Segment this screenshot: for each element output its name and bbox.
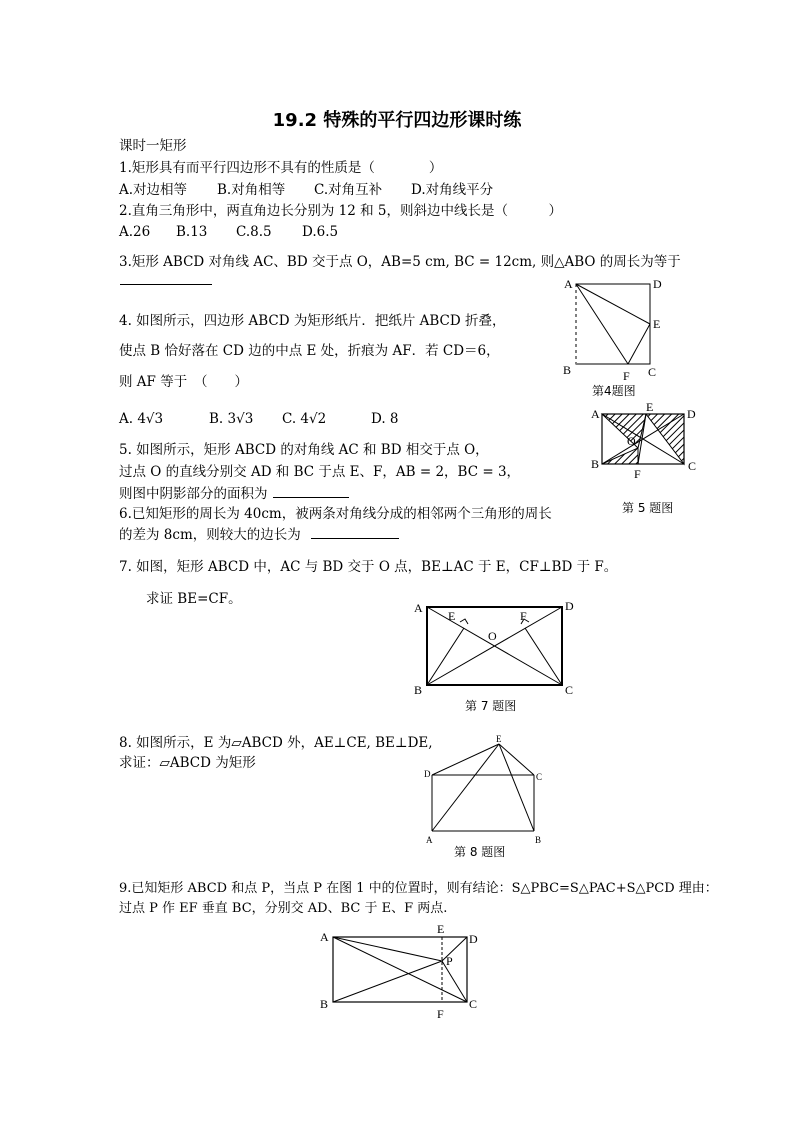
q9-line-1: 9.已知矩形 ABCD 和点 P，当点 P 在图 1 中的位置时，则有结论：S△PBC=S△PAC+S△PCD 理由：	[119, 881, 718, 896]
q7-label-b: B	[414, 683, 423, 697]
q9-label-a: A	[320, 930, 329, 944]
q3-answer-blank	[120, 284, 212, 285]
q4-label-d: D	[653, 277, 662, 291]
q1-option-b: B.对角相等	[217, 182, 286, 198]
q4-label-a: A	[564, 277, 573, 291]
q5-caption: 第 5 题图	[622, 501, 674, 515]
q5-label-b: B	[591, 457, 600, 471]
q9-figure	[315, 922, 490, 1022]
q7-label-o: O	[488, 629, 497, 643]
q4-caption: 第4题图	[592, 384, 636, 398]
q4-figure	[560, 276, 670, 386]
q7-label-c: C	[565, 683, 574, 697]
q2-option-d: D.6.5	[302, 224, 339, 240]
q8-label-d: D	[424, 769, 431, 779]
q7-label-f: F	[520, 609, 527, 623]
q8-label-b: B	[535, 835, 542, 845]
q4-line-2: 使点 B 恰好落在 CD 边的中点 E 处，折痕为 AF．若 CD＝6，	[119, 343, 500, 359]
q8-figure	[420, 733, 550, 848]
q4-line-3: 则 AF 等于 （ ）	[119, 374, 248, 390]
q8-line-2: 求证：▱ABCD 为矩形	[119, 755, 256, 771]
q7-figure	[410, 598, 580, 698]
q5-label-o: O	[627, 434, 636, 448]
q8-label-e: E	[496, 734, 502, 744]
section-heading: 课时一矩形	[119, 138, 187, 154]
q8-line-1: 8. 如图所示，E 为▱ABCD 外，AE⊥CE, BE⊥DE,	[119, 735, 433, 751]
q9-label-f: F	[437, 1007, 444, 1021]
q1-stem: 1.矩形具有而平行四边形不具有的性质是（ ）	[119, 160, 443, 176]
q9-label-c: C	[469, 997, 478, 1011]
q7-label-e: E	[448, 609, 456, 623]
q5-answer-blank	[273, 497, 349, 498]
q9-label-d: D	[469, 932, 478, 946]
q7-label-d: D	[565, 599, 574, 613]
q5-line-3: 则图中阴影部分的面积为	[119, 486, 268, 502]
q2-stem: 2.直角三角形中，两直角边长分别为 12 和 5，则斜边中线长是（ ）	[119, 203, 563, 219]
q5-line-1: 5. 如图所示，矩形 ABCD 的对角线 AC 和 BD 相交于点 O，	[119, 442, 489, 458]
page-title: 19.2 特殊的平行四边形课时练	[272, 110, 522, 131]
q2-option-a: A.26	[119, 224, 151, 240]
q4-line-1: 4. 如图所示，四边形 ABCD 为矩形纸片．把纸片 ABCD 折叠，	[119, 313, 506, 329]
q3-stem: 3.矩形 ABCD 对角线 AC、BD 交于点 O，AB=5 cm, BC = 12cm, 则△ABO 的周长为等于	[119, 254, 681, 270]
q1-option-c: C.对角互补	[314, 182, 383, 198]
q1-option-d: D.对角线平分	[411, 182, 494, 198]
q8-label-c: C	[536, 772, 543, 782]
q4-label-b: B	[563, 363, 572, 377]
q5-label-c: C	[688, 459, 697, 473]
q5-label-f: F	[634, 467, 641, 481]
q8-label-a: A	[426, 835, 433, 845]
q5-figure	[588, 398, 703, 481]
q4-option-d: D. 8	[371, 411, 399, 427]
q2-option-c: C.8.5	[236, 224, 272, 240]
q5-label-a: A	[591, 407, 600, 421]
q1-option-a: A.对边相等	[119, 182, 188, 198]
q6-line-1: 6.已知矩形的周长为 40cm，被两条对角线分成的相邻两个三角形的周长	[119, 506, 552, 522]
q6-answer-blank	[311, 538, 399, 539]
q4-label-e: E	[653, 317, 661, 331]
q6-line-2: 的差为 8cm，则较大的边长为	[119, 527, 301, 543]
q9-line-2: 过点 P 作 EF 垂直 BC，分别交 AD、BC 于 E、F 两点.	[119, 901, 448, 916]
q7-line-1: 7. 如图，矩形 ABCD 中，AC 与 BD 交于 O 点，BE⊥AC 于 E，CF⊥BD 于 F。	[119, 559, 618, 575]
q2-option-b: B.13	[176, 224, 208, 240]
q7-line-2: 求证 BE=CF。	[146, 591, 242, 607]
q9-label-b: B	[320, 997, 329, 1011]
q5-label-d: D	[687, 407, 696, 421]
q4-option-b: B. 3√3	[209, 411, 254, 427]
q4-label-f: F	[623, 369, 630, 383]
q5-label-e: E	[646, 400, 654, 414]
q9-label-e: E	[437, 922, 445, 936]
q8-caption: 第 8 题图	[454, 845, 506, 859]
q4-label-c: C	[648, 365, 657, 379]
q5-line-2: 过点 O 的直线分别交 AD 和 BC 于点 E、F，AB = 2，BC = 3，	[119, 464, 521, 480]
q7-label-a: A	[414, 601, 423, 615]
q7-caption: 第 7 题图	[465, 699, 517, 713]
q4-option-c: C. 4√2	[282, 411, 327, 427]
q9-label-p: P	[446, 954, 453, 968]
q4-option-a: A. 4√3	[119, 411, 164, 427]
